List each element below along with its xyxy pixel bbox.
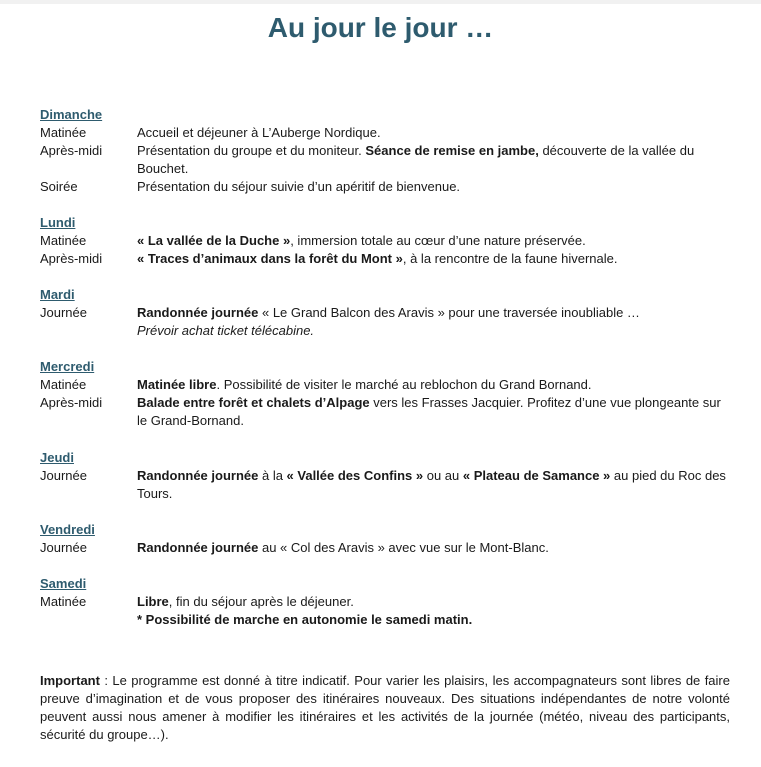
- activity-text: « Plateau de Samance »: [462, 468, 611, 483]
- day-name: Lundi: [40, 215, 76, 230]
- activity-description: [137, 593, 730, 611]
- schedule-row: [40, 124, 730, 142]
- activity-text: Libre: [137, 594, 169, 609]
- period-label: Après-midi: [40, 395, 103, 410]
- day-name: Dimanche: [40, 107, 103, 122]
- schedule-row: [40, 539, 730, 557]
- activity-text: Prévoir achat ticket télécabine.: [137, 323, 315, 338]
- activity-text: « La vallée de la Duche »: [137, 233, 291, 248]
- day-name: Jeudi: [40, 450, 74, 465]
- period-label: [40, 611, 137, 629]
- schedule-row: [40, 250, 730, 268]
- activity-description: [137, 376, 730, 394]
- period-label: Journée: [40, 468, 87, 483]
- day-jeudi: [40, 449, 730, 503]
- period-label: Après-midi: [40, 251, 103, 266]
- day-mercredi: [40, 358, 730, 430]
- activity-description: [137, 178, 730, 196]
- important-text: : Le programme est donné à titre indicatif. Pour varier les plaisirs, les accompagnateurs sont libres de faire preuve d’imagination et de vous proposer des itinéraires nouveaux. Des situations indépendantes de notre volonté peuvent aussi nous amener à modifier les itinéraires et les activités de la journée (météo, niveau des participants, sécurité du groupe…).: [40, 673, 730, 742]
- day-name: Mercredi: [40, 359, 95, 374]
- activity-text: « Traces d’animaux dans la forêt du Mont »: [137, 251, 403, 266]
- activity-text: , immersion totale au cœur d’une nature préservée.: [290, 233, 586, 248]
- activity-description: [137, 250, 730, 268]
- activity-description: [137, 142, 730, 178]
- day-dimanche: [40, 106, 730, 196]
- activity-text: . Possibilité de visiter le marché au reblochon du Grand Bornand.: [216, 377, 592, 392]
- activity-description: [137, 539, 730, 557]
- activity-description: [137, 467, 730, 503]
- activity-description: [137, 611, 730, 629]
- schedule-row: [40, 376, 730, 394]
- period-label: Matinée: [40, 594, 87, 609]
- period-label: Après-midi: [40, 143, 103, 158]
- day-lundi: [40, 214, 730, 268]
- schedule-row: [40, 593, 730, 611]
- day-name: Vendredi: [40, 522, 95, 537]
- activity-text: Randonnée journée: [137, 305, 259, 320]
- period-label: Journée: [40, 305, 87, 320]
- schedule-row: [40, 394, 730, 430]
- schedule-row: [40, 142, 730, 178]
- activity-text: au « Col des Aravis » avec vue sur le Mont-Blanc.: [258, 540, 549, 555]
- period-label: [40, 322, 137, 340]
- activity-text: Matinée libre: [137, 377, 217, 392]
- activity-text: « Le Grand Balcon des Aravis » pour une traversée inoubliable …: [258, 305, 640, 320]
- activity-text: Présentation du séjour suivie d’un apéritif de bienvenue.: [137, 179, 461, 194]
- period-label: Soirée: [40, 179, 78, 194]
- schedule-row: [40, 232, 730, 250]
- activity-text: Accueil et déjeuner à L’Auberge Nordique.: [137, 125, 381, 140]
- day-name: Mardi: [40, 287, 75, 302]
- period-label: Journée: [40, 540, 87, 555]
- activity-description: [137, 124, 730, 142]
- activity-text: * Possibilité de marche en autonomie le samedi matin.: [137, 612, 473, 627]
- activity-text: Balade entre forêt et chalets d’Alpage: [137, 395, 370, 410]
- activity-text: « Vallée des Confins »: [286, 468, 424, 483]
- schedule-row: [40, 304, 730, 322]
- activity-text: découverte de la vallée du Bouchet.: [137, 143, 695, 176]
- day-mardi: [40, 286, 730, 340]
- period-label: Matinée: [40, 233, 87, 248]
- activity-text: ou au: [423, 468, 463, 483]
- activity-text: , à la rencontre de la faune hivernale.: [402, 251, 618, 266]
- schedule-row: [40, 467, 730, 503]
- activity-text: Randonnée journée: [137, 540, 259, 555]
- activity-description: [137, 394, 730, 430]
- period-label: Matinée: [40, 125, 87, 140]
- activity-description: [137, 232, 730, 250]
- activity-text: Randonnée journée: [137, 468, 259, 483]
- activity-text: au pied du Roc des Tours.: [137, 468, 726, 501]
- day-vendredi: [40, 521, 730, 557]
- day-samedi: [40, 575, 730, 629]
- activity-text: à la: [258, 468, 287, 483]
- activity-description: [137, 322, 730, 340]
- day-name: Samedi: [40, 576, 87, 591]
- activity-text: Séance de remise en jambe,: [365, 143, 539, 158]
- activity-description: [137, 304, 730, 322]
- page-top-border: [0, 0, 761, 4]
- activity-text: vers les Frasses Jacquier. Profitez d’une vue plongeante sur le Grand-Bornand.: [137, 395, 721, 428]
- page-title: Au jour le jour …: [267, 12, 494, 43]
- schedule-row: [40, 611, 730, 629]
- activity-text: , fin du séjour après le déjeuner.: [168, 594, 354, 609]
- period-label: Matinée: [40, 377, 87, 392]
- important-note: [40, 672, 730, 744]
- schedule-row: [40, 322, 730, 340]
- activity-text: Présentation du groupe et du moniteur.: [137, 143, 366, 158]
- schedule-row: [40, 178, 730, 196]
- important-label: Important: [40, 673, 100, 688]
